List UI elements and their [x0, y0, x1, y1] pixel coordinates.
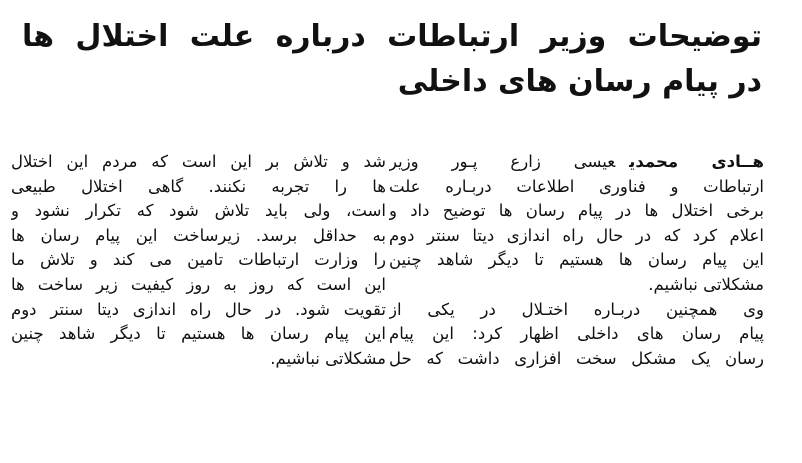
body-line: این پیام رسان ها هستیم تا دیگر شاهد چنین [389, 250, 764, 270]
first-line-with-byline [389, 150, 764, 175]
body-line: وی همچنین دربـاره اختـلال در یکی از [389, 299, 764, 319]
body-line: برخی اختلال ها در پیام رسان ها توضیح داد و [389, 201, 764, 221]
body-line: ها را تجربه نکنند. گاهی اختلال طبیعی [11, 176, 386, 196]
body-line: شد و تلاش بر این است که مردم این اختلال [11, 152, 386, 171]
body-line: را وزارت ارتباطات تامین می کند و تلاش ما [11, 250, 386, 270]
body-line: ارتباطات و فناوری اطلاعات دربـاره علت [389, 176, 764, 196]
body-line: مشکلاتی نباشیم. [648, 274, 764, 294]
article-column-left [11, 150, 386, 371]
headline-line-1: توضیحات وزیر ارتباطات درباره علت اختلال ها [22, 19, 762, 54]
article-column-right [389, 150, 764, 371]
body-line: این است که روز به روز کیفیت زیر ساخت ها [11, 274, 386, 294]
body-line: عیسی زارع پـور وزیر [389, 152, 616, 171]
body-line: اعلام کرد که در حال راه اندازی دیتا سنتر دوم [389, 225, 764, 245]
article-headline [22, 14, 762, 104]
headline-line-2: در پیام رسان های داخلی [397, 64, 762, 99]
body-line: است، ولی باید تلاش شود که تکرار نشود و [11, 201, 386, 221]
body-line: این پیام رسان ها هستیم تا دیگر شاهد چنین [11, 324, 386, 344]
body-line: تقویت شود. در حال راه اندازی دیتا سنتر دوم [11, 299, 386, 319]
author-byline: هــادی محمدی [629, 152, 764, 171]
body-line: مشکلاتی نباشیم. [270, 348, 386, 368]
body-line: پیام رسان های داخلی اظهار کرد: این پیام [389, 324, 764, 344]
body-line: رسان یک مشکل سخت افزاری داشت که حل [389, 348, 764, 368]
body-line: به حداقل برسد. زیرساخت این پیام رسان ها [11, 225, 386, 245]
